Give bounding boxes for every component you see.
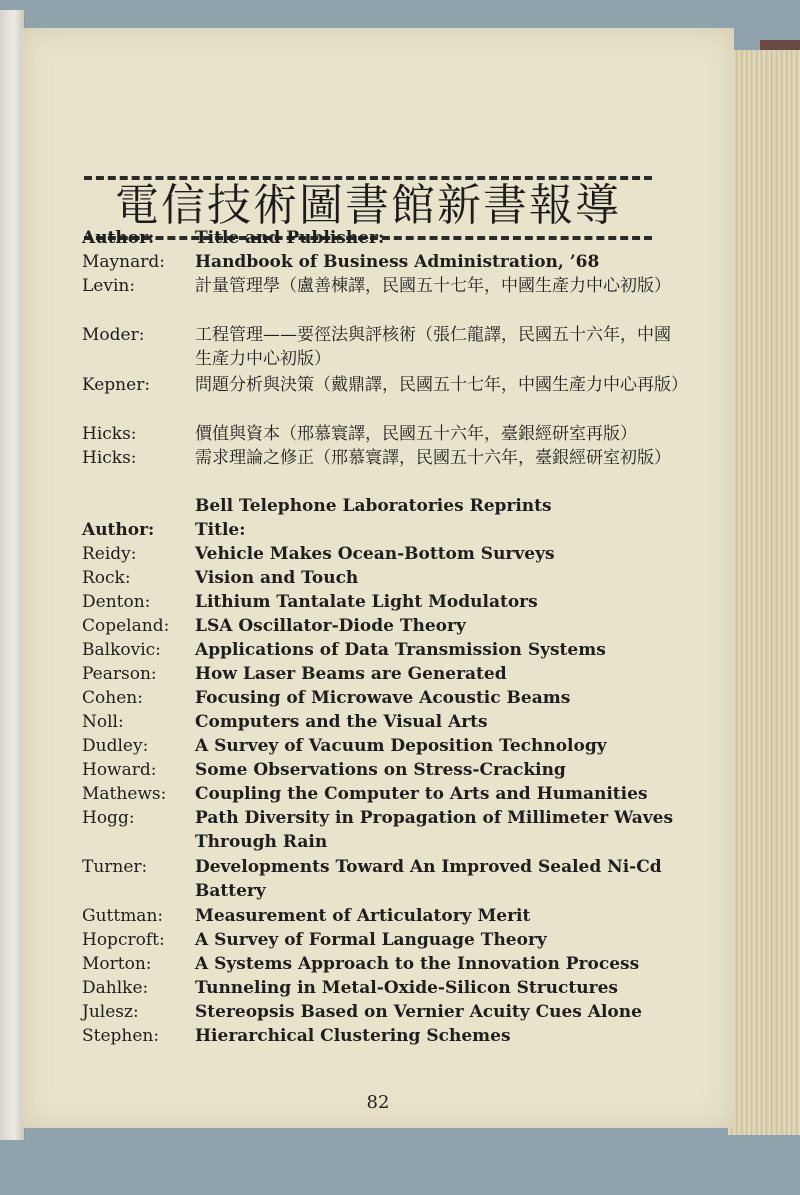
entry-title: Computers and the Visual Arts xyxy=(195,712,488,732)
entry-title: Tunneling in Metal-Oxide-Silicon Structures xyxy=(195,978,618,998)
entry-title: 價值與資本（邢慕寰譯，民國五十六年，臺銀經研室再版） xyxy=(195,424,637,444)
entry-title: Developments Toward An Improved Sealed Ni-Cd Battery xyxy=(195,857,662,901)
entry-author: Rock: xyxy=(82,568,131,588)
entry-title: Hierarchical Clustering Schemes xyxy=(195,1026,511,1046)
page-number: 82 xyxy=(366,1092,390,1113)
entry-author: Hopcroft: xyxy=(82,930,165,950)
entry-title: A Survey of Vacuum Deposition Technology xyxy=(195,736,607,756)
entry-title: Vision and Touch xyxy=(195,568,359,588)
entry-author: Mathews: xyxy=(82,784,167,804)
entry-title: LSA Oscillator-Diode Theory xyxy=(195,616,466,636)
entry-author: Kepner: xyxy=(82,375,151,395)
entry-title: Lithium Tantalate Light Modulators xyxy=(195,592,538,612)
entry-title: Stereopsis Based on Vernier Acuity Cues Alone xyxy=(195,1002,642,1022)
entry-title: 計量管理學（盧善棟譯，民國五十七年，中國生產力中心初版） xyxy=(195,276,671,296)
entry-title: Path Diversity in Propagation of Millimeter Waves Through Rain xyxy=(195,808,674,852)
entry-title: Applications of Data Transmission Systems xyxy=(195,640,606,660)
entry-author: Guttman: xyxy=(82,906,164,926)
entry-author: Balkovic: xyxy=(82,640,161,660)
entry-title: 工程管理——要徑法與評核術（張仁龍譯，民國五十六年，中國生產力中心初版） xyxy=(195,325,671,369)
entry-author: Howard: xyxy=(82,760,157,780)
entry-title: A Survey of Formal Language Theory xyxy=(195,930,547,950)
entry-author: Denton: xyxy=(82,592,151,612)
author-heading: Author: xyxy=(82,228,155,248)
entry-author: Maynard: xyxy=(82,252,165,272)
entry-title: 需求理論之修正（邢慕寰譯，民國五十六年，臺銀經研室初版） xyxy=(195,448,671,468)
entry-author: Dahlke: xyxy=(82,978,149,998)
title-heading: Title: xyxy=(195,520,246,540)
entry-title: Focusing of Microwave Acoustic Beams xyxy=(195,688,571,708)
entry-title: Coupling the Computer to Arts and Humanities xyxy=(195,784,648,804)
entry-author: Morton: xyxy=(82,954,152,974)
entry-author: Hicks: xyxy=(82,448,137,468)
entry-title: Handbook of Business Administration, ’68 xyxy=(195,252,600,272)
entry-title: Vehicle Makes Ocean-Bottom Surveys xyxy=(195,544,555,564)
title-publisher-heading: Title and Publisher: xyxy=(195,228,385,248)
entry-author: Cohen: xyxy=(82,688,143,708)
reprints-heading: Bell Telephone Laboratories Reprints xyxy=(195,496,552,516)
book-page xyxy=(22,28,734,1128)
entry-author: Reidy: xyxy=(82,544,137,564)
entry-author: Julesz: xyxy=(82,1002,139,1022)
entry-author: Noll: xyxy=(82,712,124,732)
entry-author: Copeland: xyxy=(82,616,170,636)
entry-author: Hogg: xyxy=(82,808,135,828)
entry-title: Measurement of Articulatory Merit xyxy=(195,906,531,926)
entry-author: Pearson: xyxy=(82,664,157,684)
entry-author: Hicks: xyxy=(82,424,137,444)
entry-title: How Laser Beams are Generated xyxy=(195,664,507,684)
entry-author: Stephen: xyxy=(82,1026,160,1046)
entry-title: 問題分析與決策（戴鼎譯，民國五十七年，中國生產力中心再版） xyxy=(195,375,688,395)
entry-title: Some Observations on Stress-Cracking xyxy=(195,760,566,780)
page-stack-edge xyxy=(728,50,800,1135)
entry-author: Dudley: xyxy=(82,736,149,756)
entry-title: A Systems Approach to the Innovation Process xyxy=(195,954,640,974)
entry-author: Turner: xyxy=(82,857,148,877)
entry-author: Levin: xyxy=(82,276,136,296)
author-heading: Author: xyxy=(82,520,155,540)
entry-author: Moder: xyxy=(82,325,145,345)
page-title: 電信技術圖書館新書報導 xyxy=(115,180,621,231)
